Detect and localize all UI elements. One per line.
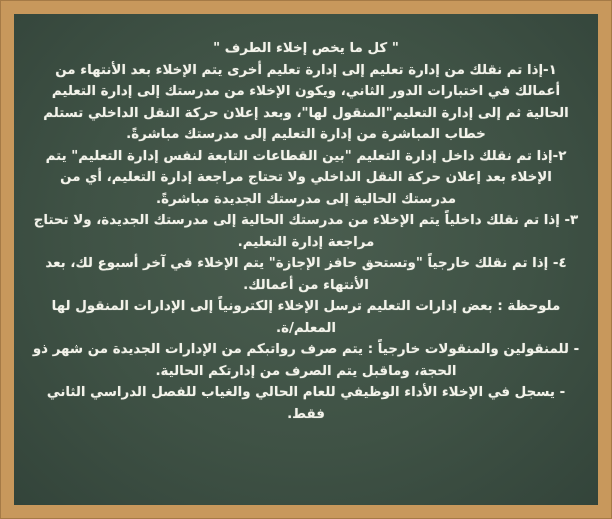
point-4-line-2: الأنتهاء من أعمالك. <box>243 277 369 293</box>
chalkboard-text <box>24 38 588 425</box>
point-4-line-1: ٤- إذا تم نقلك خارجياً "وتستحق حافز الإجازة" يتم الإخلاء في آخر أسبوع لك، بعد <box>45 256 567 271</box>
point-1-line-1: ١-إذا تم نقلك من إدارة تعليم إلى إدارة تعليم أخرى يتم الإخلاء بعد الأنتهاء من <box>55 62 557 78</box>
point-2-line-2: الإخلاء بعد إعلان حركة النقل الداخلي ولا تحتاج مراجعة إدارة التعليم، أي من <box>60 170 552 185</box>
point-2-line-1: ٢-إذا تم نقلك داخل إدارة التعليم "بين القطاعات التابعة لنفس إدارة التعليم" يتم <box>45 148 567 164</box>
note-line-1: ملوحظة : بعض إدارات التعليم ترسل الإخلاء إلكترونياً إلى الإدارات المنقول لها <box>51 299 561 314</box>
title: " كل ما يخص إخلاء الطرف " <box>213 41 399 56</box>
chalkboard <box>14 14 598 505</box>
salary-note-line-1: - للمنقولين والمنقولات خارجياً : يتم صرف رواتبكم من الإدارات الجديدة من شهر ذو <box>32 342 580 357</box>
note-line-2: المعلم/ة. <box>275 320 336 336</box>
point-3-line-2: مراجعة إدارة التعليم. <box>237 234 375 250</box>
performance-note-line-1: - يسجل في الإخلاء الأداء الوظيفي للعام الحالي والغياب للفصل الدراسي الثاني <box>46 385 566 400</box>
point-1-line-2: أعمالك في اختبارات الدور الثاني، ويكون الإخلاء من مدرستك إلى إدارة التعليم <box>51 84 561 99</box>
point-1-line-4: خطاب المباشرة من إدارة التعليم إلى مدرستك مباشرةً. <box>126 127 486 142</box>
salary-note-line-2: الحجة، وماقبل يتم الصرف من إدارتكم الحالية. <box>155 363 457 379</box>
point-1-line-3: الحالية ثم إلى إدارة التعليم"المنقول لها"، وبعد إعلان حركة النقل الداخلي تستلم <box>43 105 569 121</box>
point-3-line-1: ٣- إذا تم نقلك داخلياً يتم الإخلاء من مدرستك الحالية إلى مدرستك الجديدة، ولا تحتاج <box>33 213 579 228</box>
point-2-line-3: مدرستك الحالية إلى مدرستك الجديدة مباشرةً. <box>155 191 456 207</box>
performance-note-line-2: فقط. <box>287 406 325 422</box>
